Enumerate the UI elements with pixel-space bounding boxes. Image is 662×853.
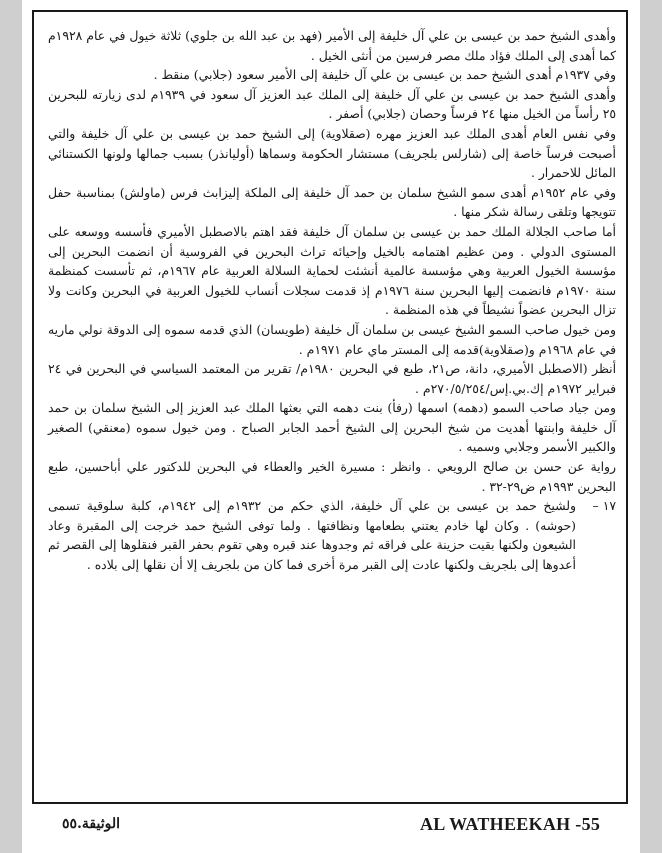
footer-arabic-title: الوثيقة.٥٥ [62, 816, 121, 832]
footnote-text: ولشيخ حمد بن عيسى بن علي آل خليفة، الذي حكم من ١٩٣٢م إلى ١٩٤٢م، كلبة سلوقية تسمى (حوشه) . وكان لها خادم يعتني بطعامها ونظافتها . ولما توفى الشيخ حمد خرجت إلى المقبرة وعاد الشيعون ولكنها بقيت حزينة على فراقه ثم وجدوها عند قبره وهي تقوم بحفر القبر فنقلوها إلى القصر ثم أعدوها إلى بلجريف ولكنها عادت إلى القبر مرة أخرى فما كان من بلجريف إلا أن نقلها إلى بلاده . [48, 498, 576, 573]
page-footer [22, 812, 640, 838]
paragraph: وأهدى الشيخ حمد بن عيسى بن علي آل خليفة إلى الملك عبد العزيز آل سعود في ١٩٣٩م لدى زيارته للبحرين ٢٥ رأساً من الخيل منها ٢٤ فرساً وحصان (جلابي) أصفر . [48, 86, 616, 122]
paragraph: وأهدى الشيخ حمد بن عيسى بن علي آل خليفة إلى الأمير (فهد بن عبد الله بن جلوي) ثلاثة خيول في عام ١٩٢٨م كما أهدى إلى الملك فؤاد ملك مصر فرسين من أنثى الخيل . [48, 28, 616, 63]
footnote [48, 496, 616, 574]
footnote-number: ١٧ – [592, 498, 616, 514]
paragraph: وفي عام ١٩٥٢م أهدى سمو الشيخ سلمان بن حمد آل خليفة إلى الملكة إليزابث فرس (ماولش) بمناسبة حفل تتويجها وتلقى رسالة شكر منها . [48, 184, 617, 220]
paragraph: وفي ١٩٣٧م أهدى الشيخ حمد بن عيسى بن علي آل خليفة إلى الأمير سعود (جلابي) منقط . [153, 67, 616, 83]
paragraph: ومن خيول صاحب السمو الشيخ عيسى بن سلمان آل خليفة (طويسان) الذي قدمه سموه إلى الدوقة نولي ماريه في عام ١٩٦٨م و(صقلاوية)قدمه إلى المستر ماي عام ١٩٧١م . [48, 321, 616, 357]
paragraph: رواية عن حسن بن صالح الرويعي . وانظر : مسيرة الخير والعطاء في البحرين للدكتور علي أباحسين، طبع البحرين ١٩٩٣م ض٢٩-٣٢ . [48, 459, 616, 494]
paragraph: أما صاحب الجلالة الملك حمد بن عيسى بن سلمان آل خليفة فقد اهتم بالاصطبل الأميري فأسسه ووسعه على المستوى الدولي . ومن عظيم اهتمامه بالخيل وإحيائه تراث البحرين في الفروسية أن انضمت البحرين إلى مؤسسة الخيول العربية وهي مؤسسة عالمية أنشئت لحماية السلالة العربية عام ١٩٦٧م، ثم تأسست كمنظمة سنة ١٩٧٠م فانضمت إليها البحرين سنة ١٩٧٦م إذ قدمت سجلات أنساب للخيول العربية في البحرين وكانت ولا تزال البحرين عضواً نشيطاً في هذه المنظمة . [48, 223, 617, 318]
page [22, 0, 640, 853]
footer-english-title: AL WATHEEKAH -55 [420, 814, 601, 834]
article-text [48, 26, 616, 575]
content-frame [32, 10, 628, 804]
paragraph: أنظر (الاصطبل الأميري، دانة، ص٢١، طبع في البحرين ١٩٨٠م/ تقرير من المعتمد السياسي في البحرين في ٢٤ فبراير ١٩٧٢م إك.بي.إس/٢٧٠/٥/٢٥٤م . [48, 361, 617, 396]
paragraph: وفي نفس العام أهدى الملك عبد العزيز مهره (صقلاوية) إلى الشيخ حمد بن عيسى بن علي آل خليفة والتي أصبحت فرساً خاصة إلى (شارلس بلجريف) مستشار الحكومة وسماها (أوليانذر) بسبب جمالها ولونها الكستنائي المائل للاحمرار . [48, 125, 616, 181]
paragraph: ومن جياد صاحب السمو (دهمه) اسمها (رفأ) بنت دهمه التي بعثها الملك عبد العزيز إلى الشيخ سلمان بن حمد آل خليفة وابنتها أهديت من شيخ البحرين إلى الشيخ أحمد الجابر الصباح . ومن خيول سموه (معنقي) الصغير والكبير الأسمر وجلابي وسميه . [48, 400, 616, 455]
